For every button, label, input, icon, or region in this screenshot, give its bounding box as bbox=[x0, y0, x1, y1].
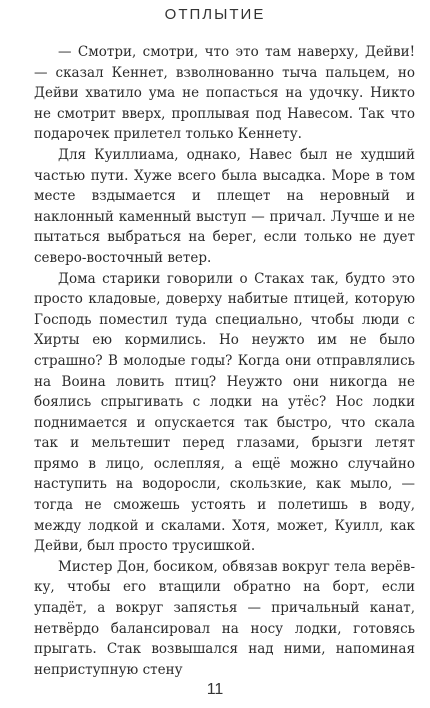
page-number: 11 bbox=[206, 681, 224, 698]
paragraph-3: Дома старики говорили о Стаках так, будто это просто кладовые, доверху набитые птицей, которую Господь поместил туда специально, чтобы люди с Хирты ею кормились. Но неужто им не было страшно? В молодые годы? Когда они отправлялись на Воина ловить птиц? Неужто они никогда не боялись спрыгивать с лодки на утёс? Нос лодки поднимается и опускается так быстро, что скала так и мельтешит перед глазами, брызги летят прямо в лицо, ослепляя, а ещё можно случайно наступить на водоросли, скользкие, как мыло, — тогда не сможешь устоять и полетишь в воду, между лодкой и скалами. Хотя, может, Куилл, как Дейви, был просто трусишкой. bbox=[34, 270, 415, 555]
running-title: ОТПЛЫТИЕ bbox=[164, 6, 266, 23]
body-text bbox=[34, 42, 415, 680]
paragraph-2: Для Куиллиама, однако, Навес был не худший частью пути. Хуже всего была высадка. Море в том месте вздымается и плещет на неровный и наклонный каменный выступ — причал. Лучше и не пытаться выбраться на берег, если только не дует северо-восточный ветер. bbox=[34, 146, 415, 266]
paragraph-4: Мистер Дон, босиком, обвязав вокруг тела верёвку, чтобы его втащили обратно на борт, если упадёт, а вокруг запястья — причальный канат, нетвёрдо балансировал на носу лодки, готовясь прыгать. Стак возвышался над ними, напоминая неприступную стену bbox=[34, 558, 415, 678]
paragraph-1: — Смотри, смотри, что это там наверху, Дейви! — сказал Кеннет, взволнованно тыча пальцем, но Дейви хватило ума не попасться на удочку. Никто не смотрит вверх, проплывая под Навесом. Так что подарочек прилетел только Кеннету. bbox=[34, 44, 415, 143]
